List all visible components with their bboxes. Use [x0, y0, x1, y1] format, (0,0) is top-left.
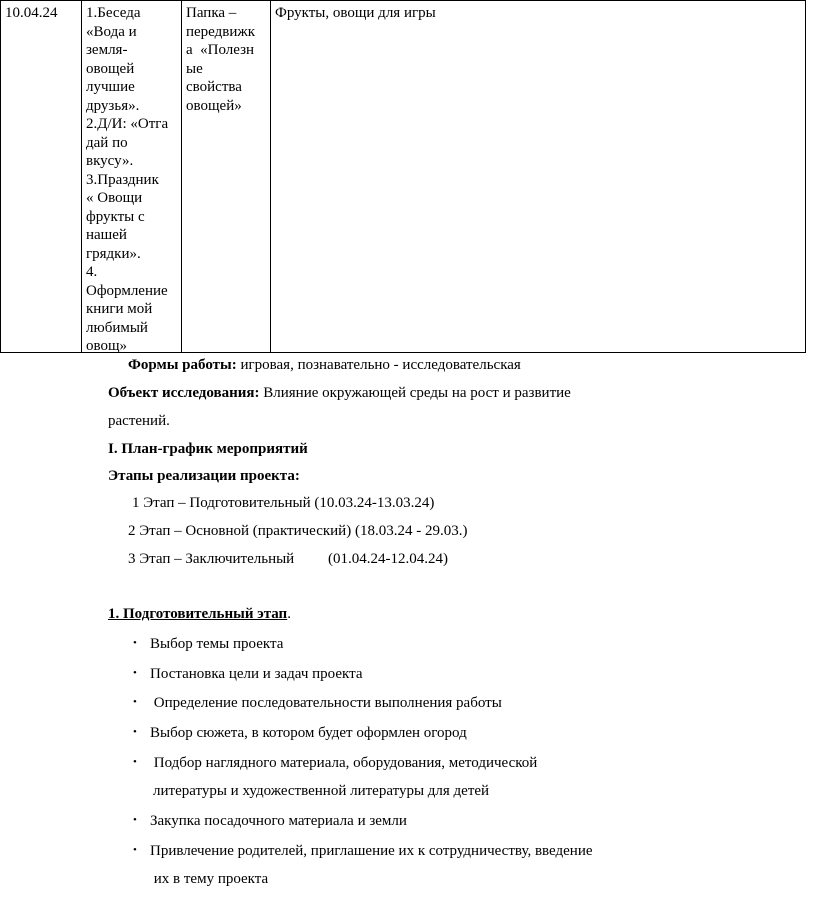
work-forms-label: Формы работы: — [128, 357, 237, 373]
prep-item-1: Выбор темы проекта — [150, 636, 284, 652]
prep-item-3: Определение последовательности выполнения работы — [150, 695, 502, 711]
bullet-icon: • — [133, 814, 137, 826]
bullet-icon: • — [133, 696, 137, 708]
prep-item-2: Постановка цели и задач проекта — [150, 666, 363, 682]
bullet-icon: • — [133, 756, 137, 768]
events-cell — [81, 0, 182, 353]
stages-heading: Этапы реализации проекта: — [108, 468, 300, 484]
bullet-icon: • — [133, 726, 137, 738]
prep-stage-heading — [108, 605, 291, 623]
date-text: 10.04.24 — [5, 5, 58, 21]
environment-text: Фрукты, овощи для игры — [275, 5, 436, 21]
prep-item-6: Закупка посадочного материала и земли — [150, 813, 407, 829]
stage-1: 1 Этап – Подготовительный (10.03.24-13.03.24) — [132, 495, 435, 511]
parents-text: Папка – передвижк а «Полезн ые свойства овощей» — [186, 5, 256, 114]
bullet-icon: • — [133, 637, 137, 649]
environment-cell — [270, 0, 806, 353]
prep-stage-dot: . — [287, 606, 291, 622]
events-text: 1.Беседа «Вода и земля- овощей лучшие друзья». 2.Д/И: «Отга дай по вкусу». 3.Праздник « Овощи фрукты с нашей грядки». 4. Оформление книги мой любимый овощ» — [86, 5, 169, 354]
prep-item-5: Подбор наглядного материала, оборудования, методической — [150, 755, 538, 771]
prep-item-7-cont: их в тему проекта — [150, 871, 269, 887]
stage-2: 2 Этап – Основной (практический) (18.03.24 - 29.03.) — [128, 523, 468, 539]
research-object-label: Объект исследования: — [108, 385, 260, 401]
prep-stage-title: 1. Подготовительный этап — [108, 606, 288, 622]
bullet-icon: • — [133, 667, 137, 679]
prep-item-7: Привлечение родителей, приглашение их к сотрудничеству, введение — [150, 843, 593, 859]
stage-3: 3 Этап – Заключительный (01.04.24-12.04.24) — [128, 551, 448, 567]
research-object-line — [108, 384, 571, 402]
plan-table — [0, 0, 806, 354]
parents-cell — [181, 0, 271, 353]
research-object-line-2: растений. — [108, 413, 170, 429]
plan-heading: I. План-график мероприятий — [108, 441, 308, 457]
date-cell — [0, 0, 82, 353]
bullet-icon: • — [133, 844, 137, 856]
work-forms-value: игровая, познавательно - исследовательская — [236, 357, 521, 373]
research-object-value: Влияние окружающей среды на рост и развитие — [259, 385, 571, 401]
work-forms-line — [128, 356, 521, 374]
prep-item-4: Выбор сюжета, в котором будет оформлен огород — [150, 725, 467, 741]
prep-item-5-cont: литературы и художественной литературы для детей — [153, 783, 490, 799]
